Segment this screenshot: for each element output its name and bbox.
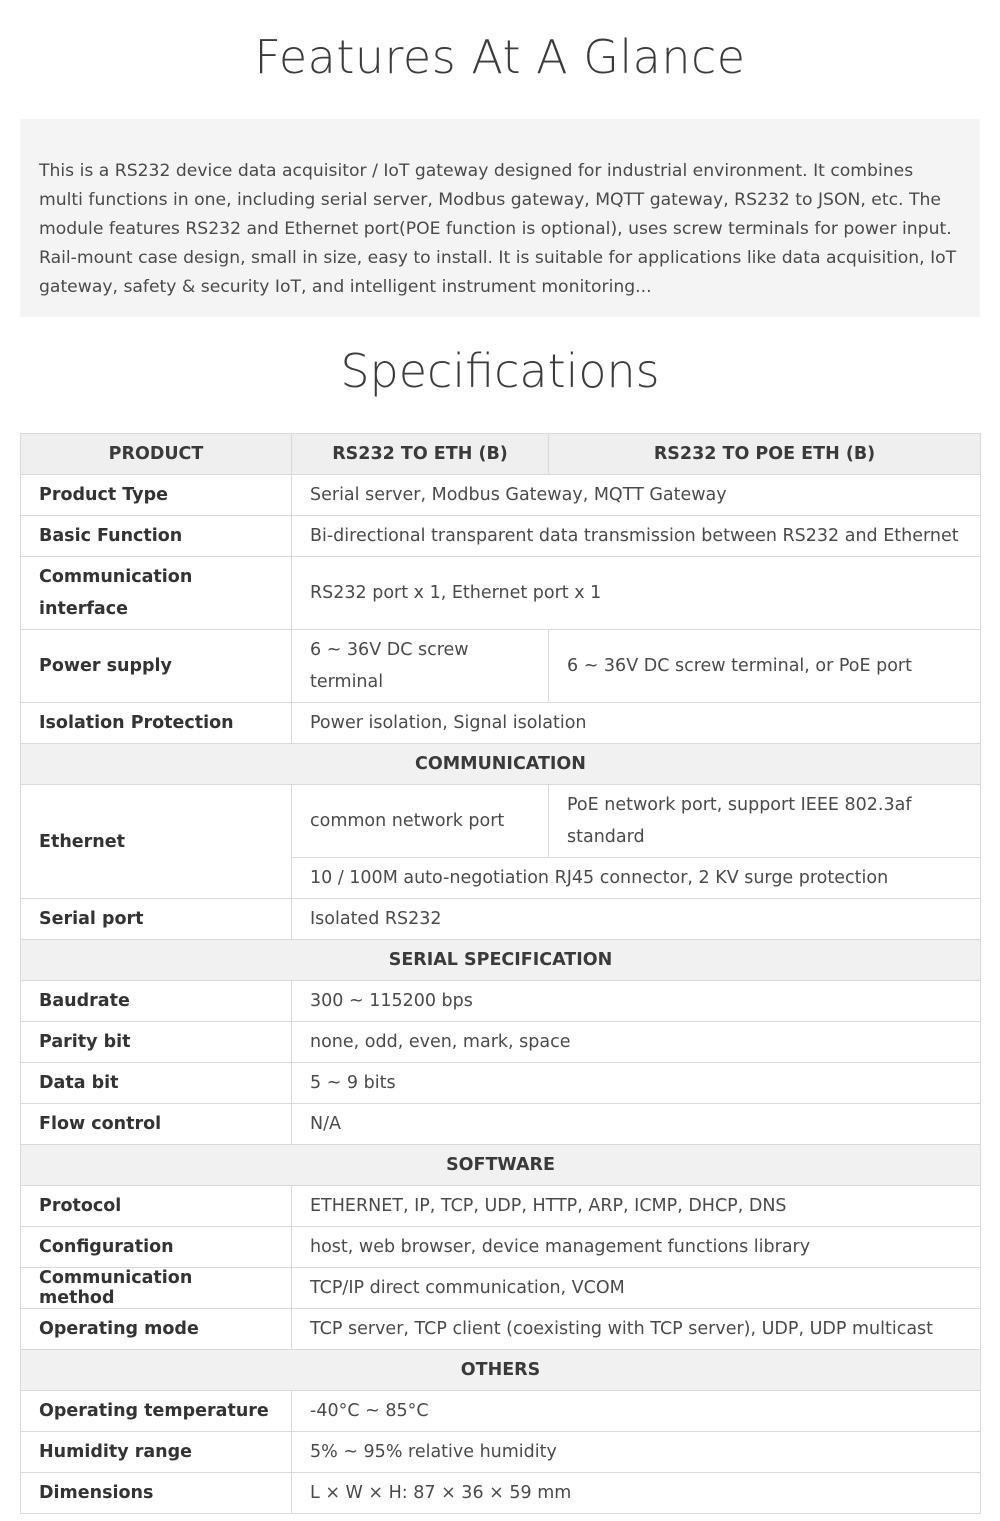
section-row xyxy=(21,1350,981,1391)
row-value: Isolated RS232 xyxy=(292,899,981,940)
table-row xyxy=(21,1309,981,1350)
header-model-a: RS232 TO ETH (B) xyxy=(292,434,549,475)
section-row xyxy=(21,940,981,981)
row-label: Dimensions xyxy=(21,1473,292,1514)
row-value: 5% ~ 95% relative humidity xyxy=(292,1432,981,1473)
row-label: Parity bit xyxy=(21,1022,292,1063)
row-value-a: 6 ~ 36V DC screw terminal xyxy=(292,630,549,703)
section-others: OTHERS xyxy=(21,1350,981,1391)
row-label: Ethernet xyxy=(21,785,292,899)
row-value: Bi-directional transparent data transmission between RS232 and Ethernet xyxy=(292,516,981,557)
section-serial: SERIAL SPECIFICATION xyxy=(21,940,981,981)
specifications-table xyxy=(20,433,981,1514)
specifications-title: Specifications xyxy=(340,344,660,398)
row-label: Flow control xyxy=(21,1104,292,1145)
row-value-b: PoE network port, support IEEE 802.3af standard xyxy=(549,785,981,858)
features-title: Features At A Glance xyxy=(254,30,746,84)
table-row xyxy=(21,630,981,703)
row-value: TCP server, TCP client (coexisting with TCP server), UDP, UDP multicast xyxy=(292,1309,981,1350)
row-value: ETHERNET, IP, TCP, UDP, HTTP, ARP, ICMP, DHCP, DNS xyxy=(292,1186,981,1227)
table-row xyxy=(21,475,981,516)
row-value: 300 ~ 115200 bps xyxy=(292,981,981,1022)
row-value: Serial server, Modbus Gateway, MQTT Gateway xyxy=(292,475,981,516)
table-row xyxy=(21,1432,981,1473)
row-label: Protocol xyxy=(21,1186,292,1227)
table-row xyxy=(21,1186,981,1227)
table-row xyxy=(21,981,981,1022)
table-row xyxy=(21,1104,981,1145)
section-row xyxy=(21,1145,981,1186)
table-row xyxy=(21,557,981,630)
section-row xyxy=(21,744,981,785)
section-software: SOFTWARE xyxy=(21,1145,981,1186)
table-row xyxy=(21,1391,981,1432)
row-label: Baudrate xyxy=(21,981,292,1022)
row-label: Power supply xyxy=(21,630,292,703)
header-model-b: RS232 TO POE ETH (B) xyxy=(549,434,981,475)
row-label: Serial port xyxy=(21,899,292,940)
row-value-a: common network port xyxy=(292,785,549,858)
row-value: 5 ~ 9 bits xyxy=(292,1063,981,1104)
row-label: Communication interface xyxy=(21,557,292,630)
table-row xyxy=(21,1473,981,1514)
row-label: Configuration xyxy=(21,1227,292,1268)
section-communication: COMMUNICATION xyxy=(21,744,981,785)
row-value: TCP/IP direct communication, VCOM xyxy=(292,1268,981,1309)
row-value: Power isolation, Signal isolation xyxy=(292,703,981,744)
table-row xyxy=(21,516,981,557)
table-row xyxy=(21,1022,981,1063)
table-row xyxy=(21,1268,981,1309)
row-label: Isolation Protection xyxy=(21,703,292,744)
header-product: PRODUCT xyxy=(21,434,292,475)
row-value: N/A xyxy=(292,1104,981,1145)
row-value: RS232 port x 1, Ethernet port x 1 xyxy=(292,557,981,630)
features-description: This is a RS232 device data acquisitor / IoT gateway designed for industrial environment. It combines multi functions in one, including serial server, Modbus gateway, MQTT gateway, RS232 to JSON, etc. The module features RS232 and Ethernet port(POE function is optional), uses screw terminals for power input. Rail-mount case design, small in size, easy to install. It is suitable for applications like data acquisition, IoT gateway, safety & security IoT, and intelligent instrument monitoring... xyxy=(20,119,980,317)
row-value: -40°C ~ 85°C xyxy=(292,1391,981,1432)
table-row xyxy=(21,1227,981,1268)
table-row xyxy=(21,703,981,744)
row-label: Basic Function xyxy=(21,516,292,557)
row-label: Data bit xyxy=(21,1063,292,1104)
row-label: Humidity range xyxy=(21,1432,292,1473)
row-label: Operating mode xyxy=(21,1309,292,1350)
row-label: Operating temperature xyxy=(21,1391,292,1432)
row-value: 10 / 100M auto-negotiation RJ45 connector, 2 KV surge protection xyxy=(292,858,981,899)
row-value: L × W × H: 87 × 36 × 59 mm xyxy=(292,1473,981,1514)
row-label: Product Type xyxy=(21,475,292,516)
row-value: host, web browser, device management functions library xyxy=(292,1227,981,1268)
table-header-row xyxy=(21,434,981,475)
row-label: Communication method xyxy=(21,1268,292,1309)
table-row xyxy=(21,1063,981,1104)
table-row xyxy=(21,899,981,940)
row-value-b: 6 ~ 36V DC screw terminal, or PoE port xyxy=(549,630,981,703)
table-row xyxy=(21,785,981,858)
row-value: none, odd, even, mark, space xyxy=(292,1022,981,1063)
